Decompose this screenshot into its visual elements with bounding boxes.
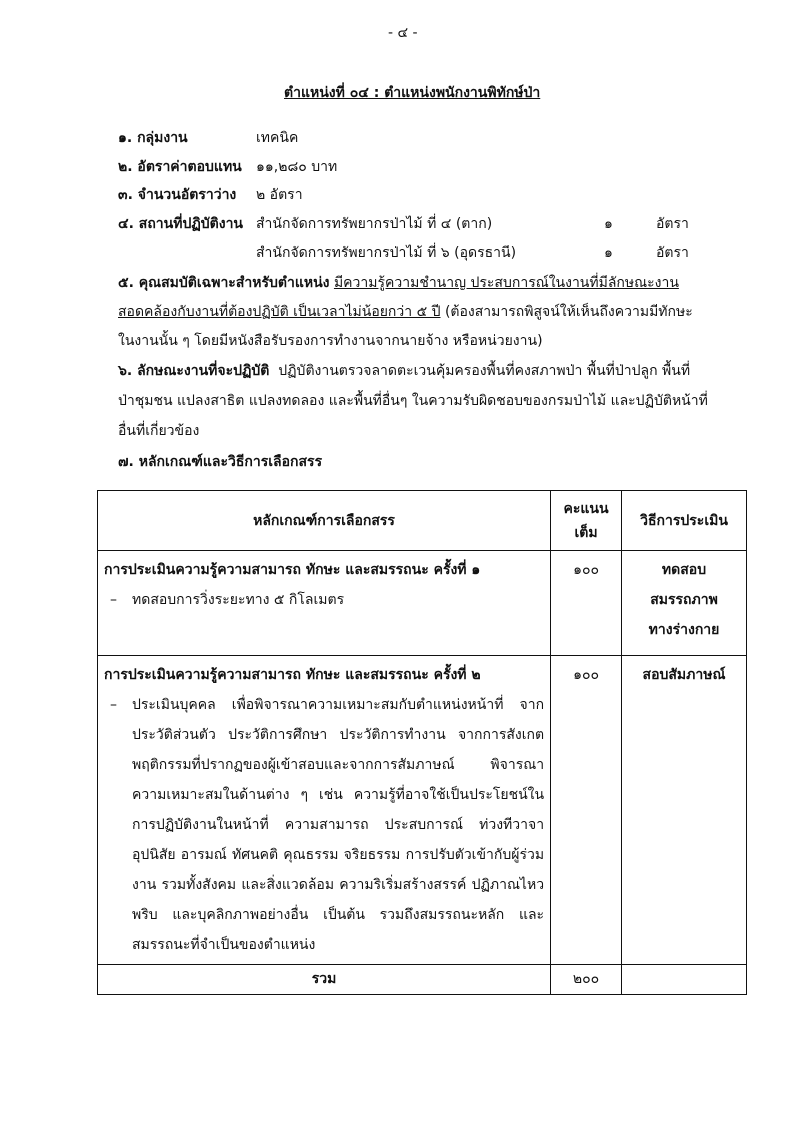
total-score: ๒๐๐ [551,965,622,995]
location-unit: อัตรา [656,216,689,232]
criteria-title: การประเมินความรู้ความสามารถ ทักษะ และสมรรถนะ ครั้งที่ ๑ [104,562,481,578]
page-number: - ๔ - [388,25,418,41]
header-criteria: หลักเกณฑ์การเลือกสรร [98,491,551,551]
criteria-title: การประเมินความรู้ความสามารถ ทักษะ และสมรรถนะ ครั้งที่ ๒ [104,667,481,683]
item-2-value: ๑๑,๒๘๐ บาท [256,159,338,175]
item-1-value: เทคนิค [256,130,299,146]
table-total-row [98,965,747,995]
item-1-label: ๑. กลุ่มงาน [118,130,188,146]
table-row [98,656,747,965]
location-unit: อัตรา [656,245,689,261]
item-6-label: ๖. ลักษณะงานที่จะปฏิบัติ [118,363,270,379]
criteria-detail: ประเมินบุคคล เพื่อพิจารณาความเหมาะสมกับตำแหน่งหน้าที่ จากประวัติส่วนตัว ประวัติการศึกษา ประวัติการทำงาน จากการสังเกตพฤติกรรมที่ปรากฏของผู้เข้าสอบและจากการสัมภาษณ์ พิจารณาความเหมาะสมในด้านต่าง ๆ เช่น ความรู้ที่อาจใช้เป็นประโยชน์ในการปฏิบัติงานในหน้าที่ ความสามารถ ประสบการณ์ ท่วงทีวาจา อุปนิสัย อารมณ์ ทัศนคติ คุณธรรม จริยธรรม การปรับตัวเข้ากับผู้ร่วมงาน รวมทั้งสังคม และสิ่งแวดล้อม ความริเริ่มสร้างสรรค์ ปฏิภาณไหวพริบ และบุคลิกภาพอย่างอื่น เป็นต้น รวมถึงสมรรถนะหลัก และสมรรถนะที่จำเป็นของตำแหน่ง [132,697,545,953]
item-4-label: ๔. สถานที่ปฏิบัติงาน [118,216,244,232]
header-score: คะแนนเต็ม [551,491,622,551]
location-name: สำนักจัดการทรัพยากรป่าไม้ ที่ ๔ (ตาก) [256,216,493,232]
item-6-text: ป่าชุมชน แปลงสาธิต แปลงทดลอง และพื้นที่อื่นๆ ในความรับผิดชอบของกรมป่าไม้ และปฏิบัติหน้าที่ [118,393,708,409]
dash: – [110,592,117,608]
item-6-text: ปฏิบัติงานตรวจลาดตะเวนคุ้มครองพื้นที่คงสภาพป่า พื้นที่ป่าปลูก พื้นที่ [278,363,691,379]
item-3-label: ๓. จำนวนอัตราว่าง [118,187,237,203]
item-3-value: ๒ อัตรา [256,187,303,203]
item-2-label: ๒. อัตราค่าตอบแทน [118,159,242,175]
score: ๑๐๐ [551,551,622,656]
location-count: ๑ [604,245,613,261]
criteria-detail: ทดสอบการวิ่งระยะทาง ๕ กิโลเมตร [132,592,345,608]
location-name: สำนักจัดการทรัพยากรป่าไม้ ที่ ๖ (อุดรธานี) [256,245,517,261]
item-7-label: ๗. หลักเกณฑ์และวิธีการเลือกสรร [118,454,323,470]
item-6-text: อื่นที่เกี่ยวข้อง [118,423,200,439]
header-method: วิธีการประเมิน [622,491,747,551]
table-header-row [98,491,747,551]
page-title: ตำแหน่งที่ ๐๔ : ตำแหน่งพนักงานพิทักษ์ป่า [284,85,541,101]
method: สอบสัมภาษณ์ [622,656,747,965]
dash: – [110,697,117,713]
item-5-label: ๕. คุณสมบัติเฉพาะสำหรับตำแหน่ง [118,275,330,291]
total-label: รวม [98,965,551,995]
location-count: ๑ [604,216,613,232]
item-5-text: (ต้องสามารถพิสูจน์ให้เห็นถึงความมีทักษะ [440,304,693,320]
item-5-text-underlined: สอดคล้องกับงานที่ต้องปฏิบัติ เป็นเวลาไม่น้อยกว่า ๕ ปี [118,304,441,320]
item-5-text: มีความรู้ความชำนาญ ประสบการณ์ในงานที่มีลักษณะงาน [333,275,679,291]
score: ๑๐๐ [551,656,622,965]
table-row [98,551,747,656]
method: ทดสอบ สมรรถภาพ ทางร่างกาย [622,551,747,656]
item-5-text: ในงานนั้น ๆ โดยมีหนังสือรับรองการทำงานจากนายจ้าง หรือหน่วยงาน) [118,333,543,349]
selection-criteria-table [97,490,747,995]
